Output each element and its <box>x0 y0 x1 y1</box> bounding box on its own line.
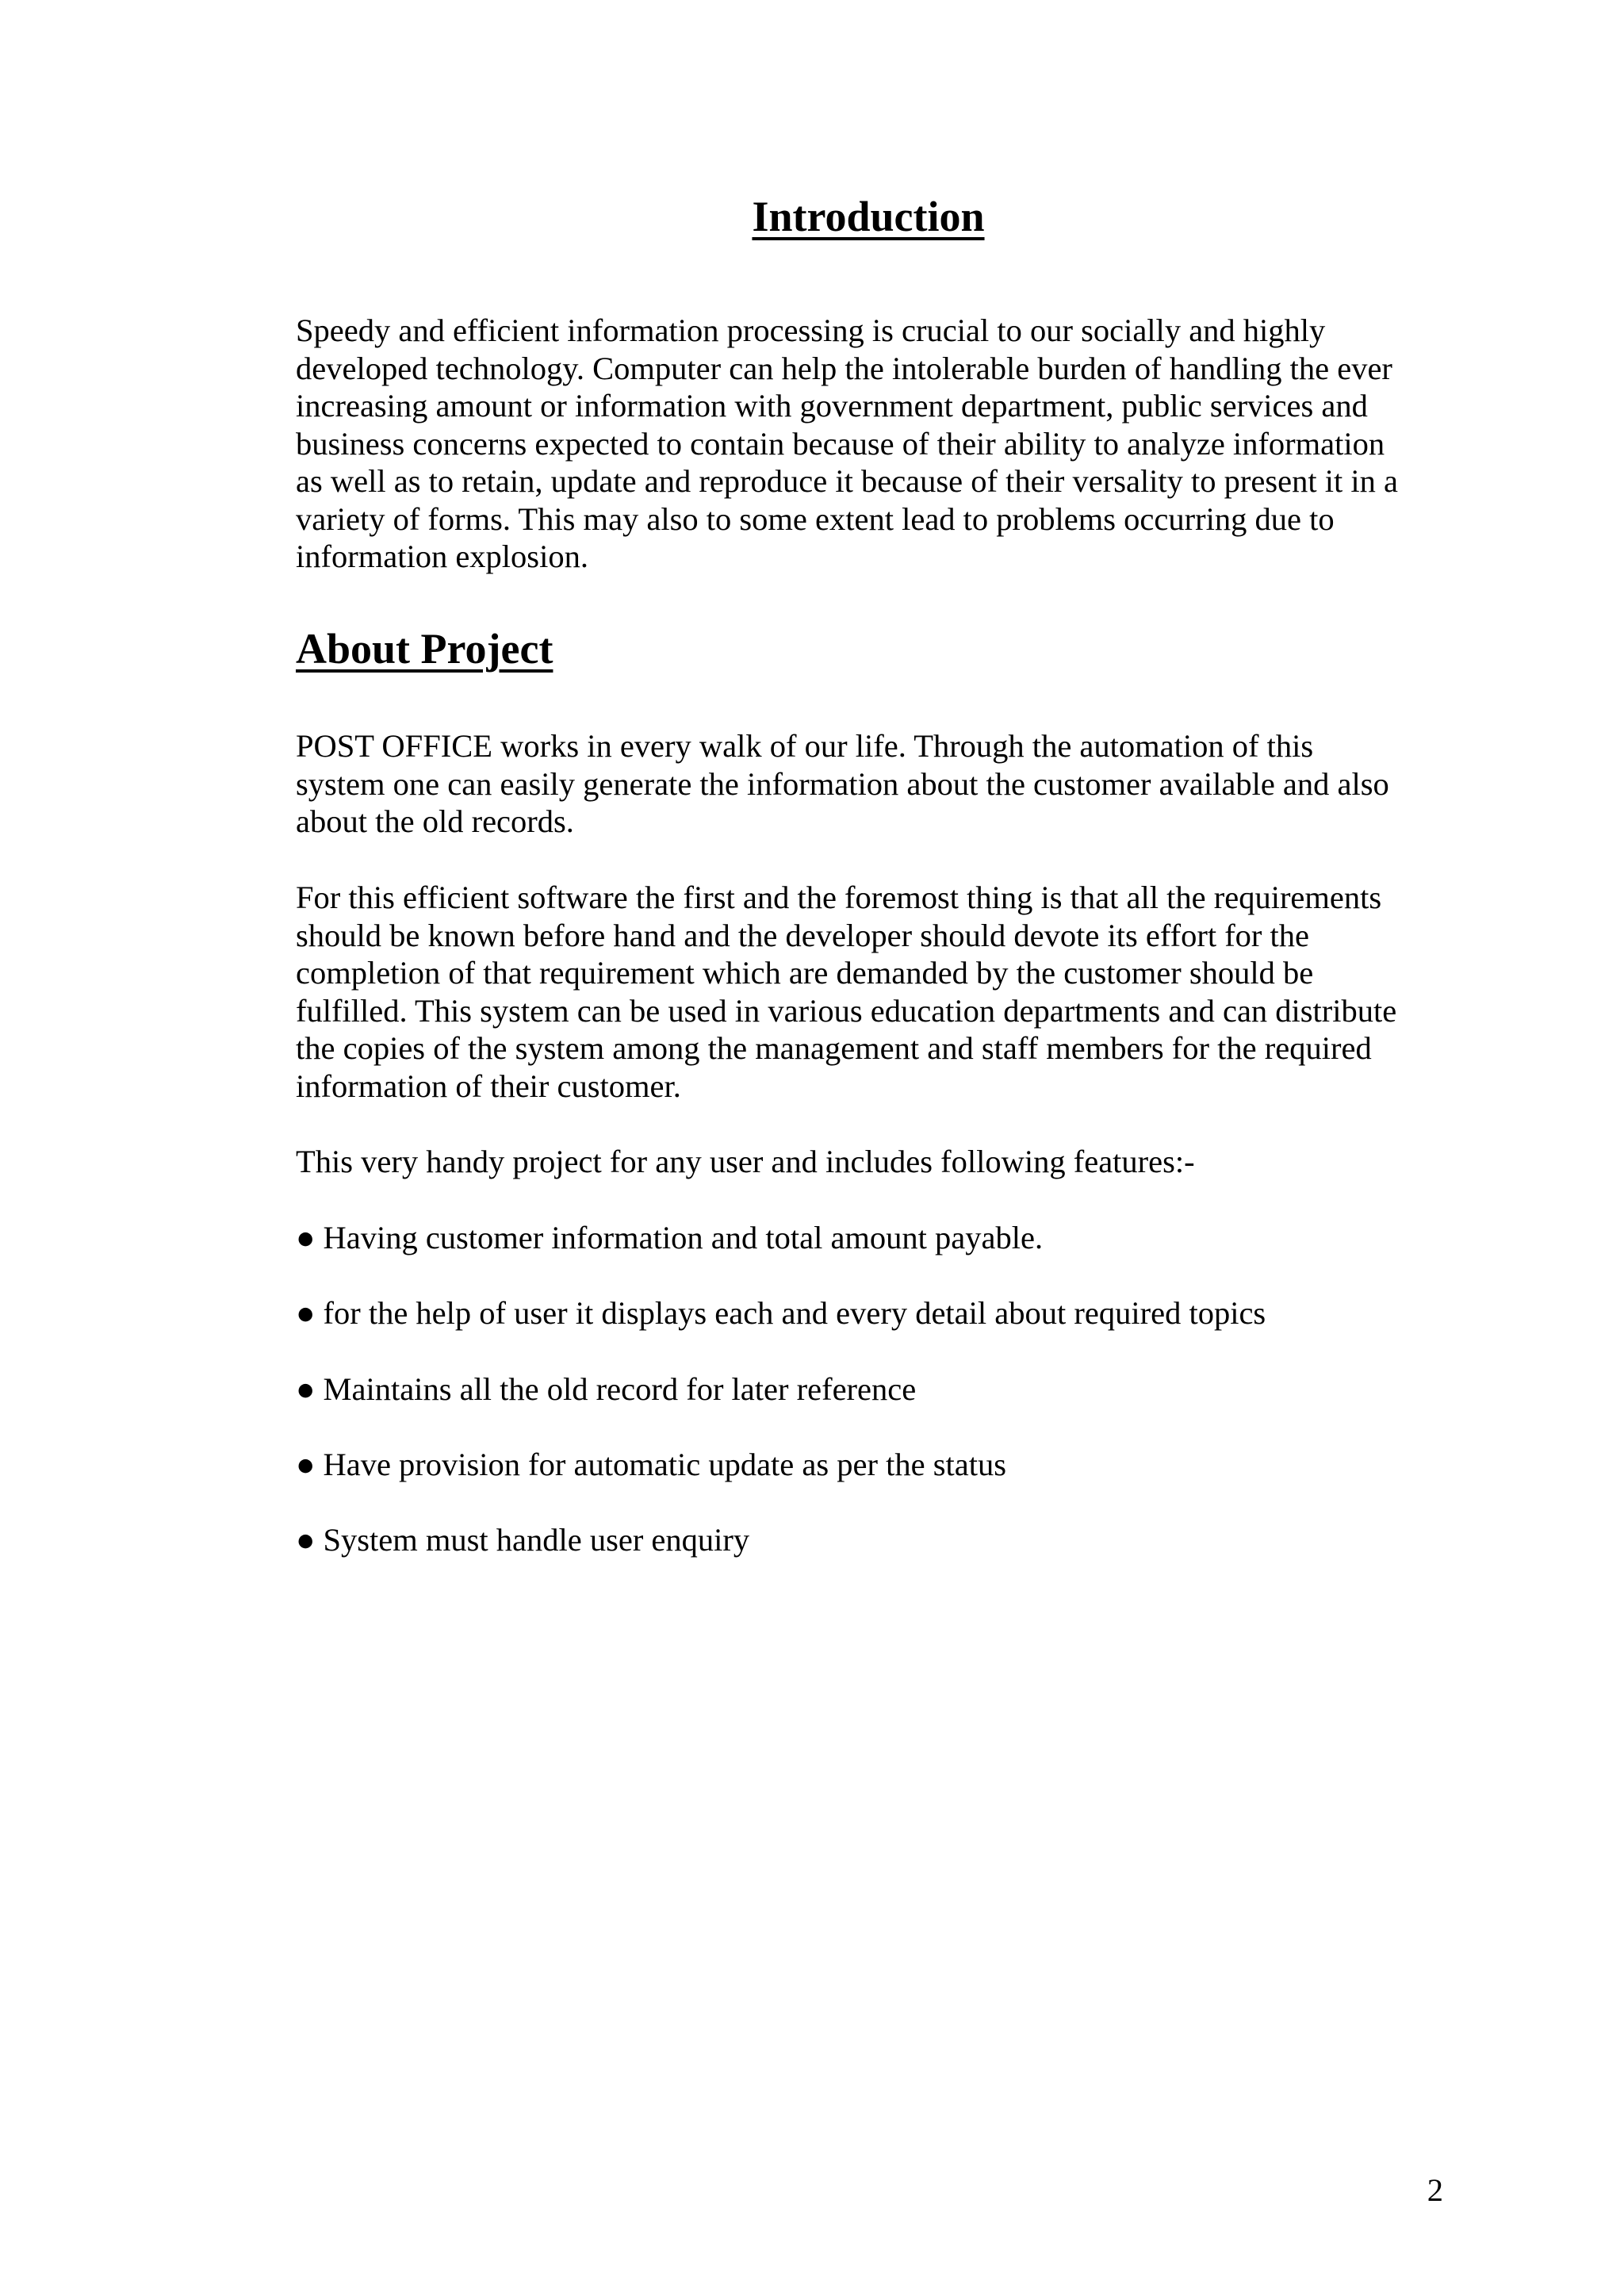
about-project-paragraph-2 <box>296 879 1446 1105</box>
page-number: 2 <box>1427 2172 1443 2208</box>
paragraph-line: the copies of the system among the management and staff members for the required <box>296 1030 1372 1066</box>
paragraph-line: information explosion. <box>296 539 588 574</box>
feature-text: System must handle user enquiry <box>323 1522 750 1558</box>
paragraph-line: should be known before hand and the developer should devote its effort for the <box>296 917 1310 953</box>
paragraph-line: about the old records. <box>296 803 574 839</box>
feature-text: Maintains all the old record for later reference <box>323 1371 917 1407</box>
paragraph-line: information of their customer. <box>296 1068 681 1104</box>
paragraph-line: variety of forms. This may also to some extent lead to problems occurring due to <box>296 500 1335 537</box>
paragraph-line: developed technology. Computer can help the intolerable burden of handling the ever <box>296 350 1392 386</box>
features-intro: This very handy project for any user and includes following features:- <box>296 1144 1195 1179</box>
paragraph-line: For this efficient software the first and the foremost thing is that all the requirements <box>296 880 1382 915</box>
feature-list-item <box>296 1446 1446 1484</box>
introduction-heading: Introduction <box>752 193 985 240</box>
about-project-paragraph-1 <box>296 727 1446 841</box>
paragraph-line: POST OFFICE works in every walk of our life. Through the automation of this <box>296 728 1314 764</box>
paragraph-line: fulfilled. This system can be used in various education departments and can distribute <box>296 992 1397 1029</box>
bullet-icon: ● <box>296 1371 316 1407</box>
paragraph-line: completion of that requirement which are demanded by the customer should be <box>296 955 1314 991</box>
feature-list-item <box>296 1521 1446 1559</box>
bullet-icon: ● <box>296 1522 316 1558</box>
feature-text: Having customer information and total amount payable. <box>323 1220 1044 1255</box>
bullet-icon: ● <box>296 1220 316 1255</box>
paragraph-line: system one can easily generate the information about the customer available and also <box>296 765 1389 802</box>
bullet-icon: ● <box>296 1295 316 1331</box>
about-project-heading: About Project <box>296 625 553 673</box>
paragraph-line: business concerns expected to contain because of their ability to analyze information <box>296 425 1385 462</box>
paragraph-line: Speedy and efficient information processing is crucial to our socially and highly <box>296 312 1326 348</box>
bullet-icon: ● <box>296 1447 316 1482</box>
feature-text: Have provision for automatic update as per the status <box>323 1447 1006 1482</box>
feature-list-item <box>296 1370 1446 1409</box>
feature-list-item <box>296 1219 1446 1257</box>
feature-list-item <box>296 1294 1446 1332</box>
paragraph-line: increasing amount or information with government department, public services and <box>296 388 1368 424</box>
paragraph-line: as well as to retain, update and reproduce it because of their versality to present it in a <box>296 463 1398 499</box>
feature-text: for the help of user it displays each and every detail about required topics <box>323 1295 1266 1331</box>
introduction-paragraph <box>296 312 1446 576</box>
